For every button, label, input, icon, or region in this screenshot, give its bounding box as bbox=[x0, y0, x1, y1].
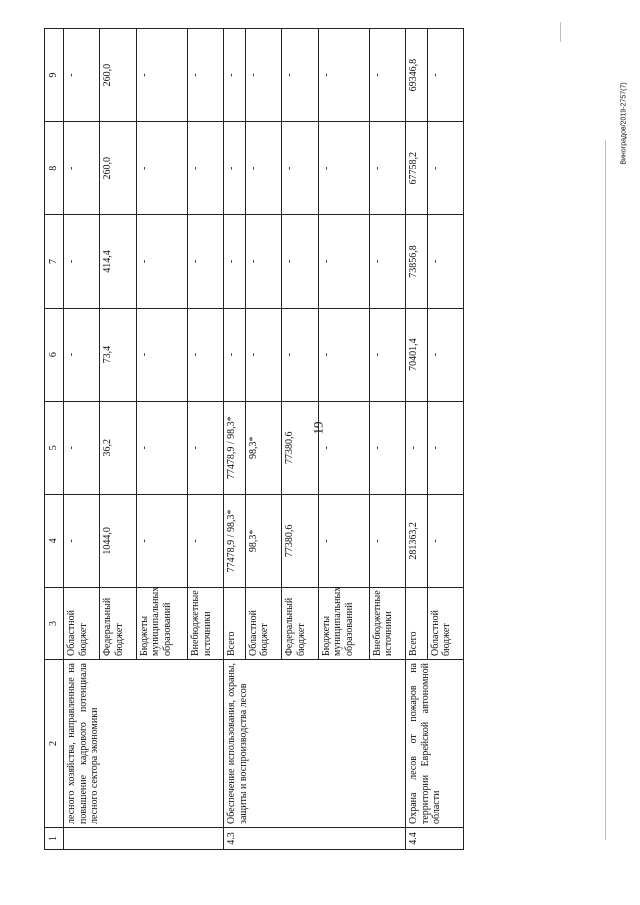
funding-source: Всего bbox=[406, 588, 427, 660]
value-cell: - bbox=[64, 308, 100, 401]
value-cell: - bbox=[245, 308, 281, 401]
value-cell: 260,0 bbox=[100, 122, 136, 215]
value-cell: - bbox=[369, 215, 405, 308]
value-cell: - bbox=[188, 29, 224, 122]
value-cell: - bbox=[188, 215, 224, 308]
funding-source: Всего bbox=[224, 588, 245, 660]
header-cell: 8 bbox=[45, 122, 64, 215]
measure-name: лесного хозяйства, направленные на повышение кадрового потенциала лесного сектора экономики bbox=[64, 660, 224, 828]
value-cell: - bbox=[188, 308, 224, 401]
value-cell: 281363,2 bbox=[406, 494, 427, 587]
measure-name: Обеспечение использования, охраны, защиты и воспроизводства лесов bbox=[224, 660, 406, 828]
table-row bbox=[224, 29, 245, 850]
scan-edge-line bbox=[560, 22, 561, 42]
value-cell: - bbox=[188, 122, 224, 215]
value-cell: - bbox=[245, 29, 281, 122]
value-cell: - bbox=[427, 401, 463, 494]
funding-source: Областной бюджет bbox=[427, 588, 463, 660]
funding-source: Внебюджетные источники bbox=[188, 588, 224, 660]
value-cell: - bbox=[427, 215, 463, 308]
funding-source: Областной бюджет bbox=[245, 588, 281, 660]
funding-source: Областной бюджет bbox=[64, 588, 100, 660]
value-cell: - bbox=[427, 494, 463, 587]
value-cell: 77380,6 bbox=[282, 401, 318, 494]
value-cell: 260,0 bbox=[100, 29, 136, 122]
value-cell: - bbox=[136, 29, 187, 122]
value-cell: - bbox=[224, 29, 245, 122]
value-cell: - bbox=[318, 215, 369, 308]
side-note: Виноградов/2019-2757(7) bbox=[620, 82, 628, 165]
funding-source: Бюджеты муниципальных образований bbox=[136, 588, 187, 660]
header-cell: 7 bbox=[45, 215, 64, 308]
value-cell: - bbox=[64, 494, 100, 587]
value-cell: 70401,4 bbox=[406, 308, 427, 401]
value-cell: - bbox=[282, 122, 318, 215]
value-cell: - bbox=[369, 122, 405, 215]
value-cell: - bbox=[369, 494, 405, 587]
value-cell: 67758,2 bbox=[406, 122, 427, 215]
value-cell: 69346,8 bbox=[406, 29, 427, 122]
funding-source: Федеральный бюджет bbox=[282, 588, 318, 660]
value-cell: - bbox=[136, 401, 187, 494]
funding-source: Бюджеты муниципальных образований bbox=[318, 588, 369, 660]
value-cell: 98,3* bbox=[245, 401, 281, 494]
value-cell: 98,3* bbox=[245, 494, 281, 587]
page-number: 19 bbox=[310, 421, 326, 435]
table-row bbox=[64, 29, 100, 850]
value-cell: 77478,9 / 98,3* bbox=[224, 494, 245, 587]
table-row bbox=[406, 29, 427, 850]
value-cell: - bbox=[64, 215, 100, 308]
value-cell: - bbox=[406, 401, 427, 494]
header-row bbox=[45, 29, 64, 850]
value-cell: 77478,9 / 98,3* bbox=[224, 401, 245, 494]
table-rotated-wrapper bbox=[44, 28, 464, 850]
value-cell: - bbox=[318, 494, 369, 587]
value-cell: - bbox=[188, 494, 224, 587]
funding-source: Федеральный бюджет bbox=[100, 588, 136, 660]
header-cell: 3 bbox=[45, 588, 64, 660]
value-cell: - bbox=[318, 122, 369, 215]
value-cell: 77380,6 bbox=[282, 494, 318, 587]
row-number: 4.4 bbox=[406, 828, 464, 850]
value-cell: 36,2 bbox=[100, 401, 136, 494]
value-cell: 73856,8 bbox=[406, 215, 427, 308]
value-cell: - bbox=[369, 308, 405, 401]
value-cell: - bbox=[224, 215, 245, 308]
value-cell: - bbox=[224, 122, 245, 215]
value-cell: - bbox=[136, 122, 187, 215]
header-cell: 6 bbox=[45, 308, 64, 401]
value-cell: - bbox=[245, 215, 281, 308]
value-cell: - bbox=[318, 308, 369, 401]
value-cell: - bbox=[64, 29, 100, 122]
value-cell: - bbox=[245, 122, 281, 215]
value-cell: - bbox=[282, 29, 318, 122]
value-cell: - bbox=[282, 215, 318, 308]
value-cell: - bbox=[282, 308, 318, 401]
value-cell: - bbox=[427, 308, 463, 401]
header-cell: 2 bbox=[45, 660, 64, 828]
value-cell: - bbox=[136, 308, 187, 401]
value-cell: - bbox=[188, 401, 224, 494]
value-cell: - bbox=[369, 401, 405, 494]
value-cell: - bbox=[427, 29, 463, 122]
header-cell: 1 bbox=[45, 828, 64, 850]
scan-edge-line bbox=[605, 140, 606, 840]
table-holder bbox=[44, 28, 464, 850]
value-cell: - bbox=[136, 494, 187, 587]
value-cell: - bbox=[64, 401, 100, 494]
value-cell: - bbox=[369, 29, 405, 122]
value-cell: - bbox=[224, 308, 245, 401]
measure-name: Охрана лесов от пожаров на территории Еврейской автономной области bbox=[406, 660, 464, 828]
budget-table bbox=[44, 28, 464, 850]
header-cell: 4 bbox=[45, 494, 64, 587]
value-cell: 414,4 bbox=[100, 215, 136, 308]
value-cell: - bbox=[427, 122, 463, 215]
value-cell: - bbox=[318, 29, 369, 122]
value-cell: 73,4 bbox=[100, 308, 136, 401]
value-cell: 1044,0 bbox=[100, 494, 136, 587]
header-cell: 9 bbox=[45, 29, 64, 122]
row-number bbox=[64, 828, 224, 850]
value-cell: - bbox=[64, 122, 100, 215]
row-number: 4.3 bbox=[224, 828, 406, 850]
value-cell: - bbox=[136, 215, 187, 308]
header-cell: 5 bbox=[45, 401, 64, 494]
funding-source: Внебюджетные источники bbox=[369, 588, 405, 660]
value-cell: - bbox=[318, 401, 369, 494]
